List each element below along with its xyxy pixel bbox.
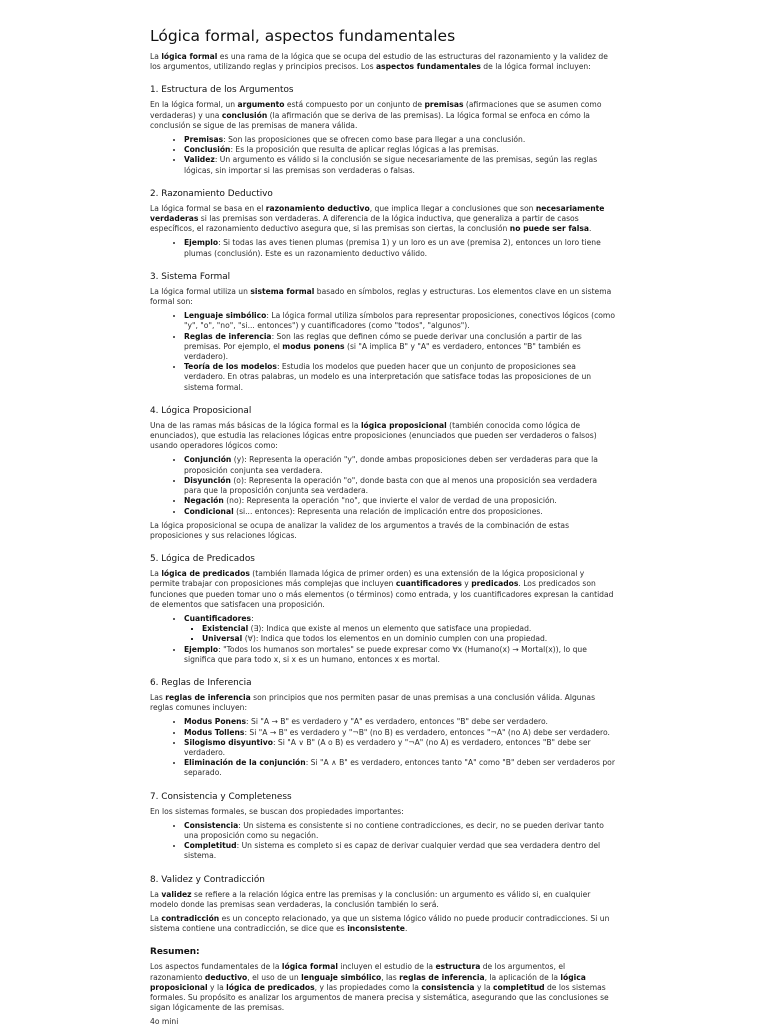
text-run: incluyen el estudio de la <box>337 962 436 972</box>
text-run: : <box>251 613 254 623</box>
bold-term: Modus Ponens <box>184 717 247 727</box>
bold-term: modus ponens <box>282 341 345 351</box>
bold-term: lenguaje simbólico <box>301 972 382 982</box>
text-run: : Estudia los modelos que pueden hacer que un conjunto de proposiciones sea verdadero. En otras palabras, un modelo es una interpretación que satisface todas las proposiciones de un sistema formal. <box>184 362 592 392</box>
text-run: : Un sistema es consistente si no contiene contradicciones, es decir, no se pueden derivar tanto una proposición como su negación. <box>184 820 604 840</box>
bold-term: Consistencia <box>184 820 239 830</box>
section-paragraph <box>150 807 615 817</box>
text-run: (también conocida como lógica de enunciados), que estudia las relaciones lógicas entre proposiciones (enunciados que pueden ser verdaderos o falsos) usando operadores lógicos como: <box>150 420 597 451</box>
bold-term: Negación <box>184 496 224 506</box>
bold-term: completitud <box>493 982 545 992</box>
bold-term: lógica proposicional <box>360 420 447 430</box>
section-paragraph <box>150 521 615 541</box>
text-run: Una de las ramas más básicas de la lógica formal es la <box>150 420 361 430</box>
bullet-list <box>150 238 615 258</box>
bold-term: lógica proposicional <box>150 972 586 992</box>
bold-term: deductivo <box>204 972 248 982</box>
section <box>150 84 615 175</box>
bold-term: Validez <box>184 155 215 165</box>
bold-term: Modus Tollens <box>184 727 245 737</box>
text-run: . <box>404 924 408 934</box>
bold-term: Universal <box>202 634 243 644</box>
bold-term: no puede ser falsa <box>509 224 590 234</box>
list-item <box>184 507 615 517</box>
text-run: , y las propiedades como la <box>314 982 422 992</box>
sub-list <box>184 624 615 644</box>
section-paragraph <box>150 100 615 131</box>
bullet-list <box>150 717 615 778</box>
list-item <box>184 645 615 665</box>
bold-term: lógica de predicados <box>161 569 250 579</box>
text-run: : Si "A → B" es verdadero y "A" es verdadero, entonces "B" debe ser verdadero. <box>246 717 548 727</box>
text-run: y <box>461 579 472 589</box>
page-title: Lógica formal, aspectos fundamentales <box>150 27 456 45</box>
list-item <box>184 738 615 758</box>
bold-term: Ejemplo <box>184 644 219 654</box>
text-run: : Si "A ∨ B" (A o B) es verdadero y "¬A" (no A) es verdadero, entonces "B" debe ser verdadero. <box>184 737 591 757</box>
bold-term: lógica formal <box>281 962 338 972</box>
section-paragraph <box>150 204 615 235</box>
bold-term: contradicción <box>161 913 220 923</box>
text-run: : Si "A ∧ B" es verdadero, entonces tanto "A" como "B" deben ser verdaderos por separado. <box>184 758 615 778</box>
bold-term: Reglas de inferencia <box>184 331 272 341</box>
text-run: : Son las proposiciones que se ofrecen como base para llegar a una conclusión. <box>223 135 526 145</box>
section-paragraph <box>150 287 615 307</box>
text-run: (también llamada lógica de primer orden) es una extensión de la lógica proposicional y permite trabajar con proposiciones más complejas que incluyen <box>150 569 585 589</box>
bold-term: Cuantificadores <box>184 613 252 623</box>
text-run: (afirmaciones que se asumen como verdaderas) y una <box>150 100 602 120</box>
sub-list-item <box>202 624 615 634</box>
text-run: son principios que nos permiten pasar de unas premisas a una conclusión válida. Algunas reglas comunes incluyen: <box>150 692 596 713</box>
text-run: si las premisas son verdaderas. A diferencia de la lógica inductiva, que generaliza a partir de casos específicos, el razonamiento deductivo asegura que, si las premisas son ciertas, la conclusión <box>150 214 579 234</box>
text-run: (∀): Indica que todos los elementos en un dominio cumplen con una propiedad. <box>242 634 548 644</box>
text-run: (la afirmación que se deriva de las premisas). La lógica formal se enfoca en cómo la conclusión se sigue de las premisas de manera válida. <box>150 110 590 130</box>
summary-heading: Resumen: <box>150 947 200 958</box>
text-run: En los sistemas formales, se buscan dos propiedades importantes: <box>150 806 404 816</box>
text-run: de la lógica formal incluyen: <box>480 62 591 72</box>
list-item <box>184 717 615 727</box>
bold-term: Disyunción <box>184 475 231 485</box>
sections <box>150 84 615 934</box>
text-run: , las <box>381 972 400 982</box>
bullet-list <box>150 614 615 665</box>
bold-term: Teoría de los modelos <box>184 362 277 372</box>
text-run: (∃): Indica que existe al menos un elemento que satisface una propiedad. <box>248 624 532 634</box>
bold-term: estructura <box>435 962 481 972</box>
bold-term: Premisas <box>184 135 224 145</box>
text-run: (y): Representa la operación "y", donde ambas proposiciones deben ser verdaderas para que la proposición conjunta sea verdadera. <box>184 455 598 475</box>
text-run: Los aspectos fundamentales de la <box>150 962 282 972</box>
list-item <box>184 135 615 145</box>
bold-term: Ejemplo <box>184 238 219 248</box>
text-run: : Es la proposición que resulta de aplicar reglas lógicas a las premisas. <box>230 145 499 155</box>
bold-term: Silogismo disyuntivo <box>184 737 273 747</box>
bold-term: Conjunción <box>184 455 232 465</box>
bold-term: conclusión <box>221 110 268 120</box>
list-item <box>184 728 615 738</box>
bullet-list <box>150 455 615 516</box>
text-run: En la lógica formal, un <box>150 100 238 110</box>
section-heading: 5. Lógica de Predicados <box>150 554 255 565</box>
list-item <box>184 476 615 496</box>
text-run: y la <box>207 982 227 992</box>
text-run: La lógica formal se basa en el <box>150 203 266 213</box>
bold-term: lógica de predicados <box>226 982 315 992</box>
list-item <box>184 496 615 506</box>
text-run: de los sistemas formales. Su propósito es analizar los argumentos de manera precisa y sistemática, asegurando que las conclusiones se sigan lógicamente de las premisas. <box>150 982 609 1013</box>
text-run: (si... entonces): Representa una relación de implicación entre dos proposiciones. <box>233 506 543 516</box>
list-item <box>184 614 615 645</box>
section-heading: 8. Validez y Contradicción <box>150 874 265 885</box>
list-item <box>184 841 615 861</box>
bold-term: argumento <box>237 100 285 110</box>
section <box>150 405 615 541</box>
section-paragraph <box>150 569 615 610</box>
text-run: basado en símbolos, reglas y estructuras. Los elementos clave en un sistema formal son: <box>150 286 612 307</box>
bold-term: necesariamente verdaderas <box>150 203 605 224</box>
text-run: (no): Representa la operación "no", que invierte el valor de verdad de una proposición. <box>223 496 557 506</box>
sub-list-item <box>202 634 615 644</box>
bullet-list <box>150 311 615 393</box>
bold-term: aspectos fundamentales <box>375 62 481 72</box>
text-run: (si "A implica B" y "A" es verdadero, entonces "B" también es verdadero). <box>184 341 581 362</box>
text-run: , el uso de un <box>247 972 302 982</box>
text-run: La <box>150 52 162 61</box>
bold-term: Conclusión <box>184 145 231 155</box>
text-run: : Son las reglas que definen cómo se puede derivar una conclusión a partir de las premisas. Por ejemplo, el <box>184 331 582 351</box>
text-run: : Un sistema es completo si es capaz de derivar cualquier verdad que sea verdadera dentro del sistema. <box>184 841 601 861</box>
section-paragraph <box>150 693 615 713</box>
section <box>150 791 615 862</box>
bold-term: predicados <box>471 579 519 589</box>
bold-term: Existencial <box>202 624 249 634</box>
list-item <box>184 758 615 778</box>
bold-term: premisas <box>424 100 464 110</box>
list-item <box>184 155 615 175</box>
section <box>150 271 615 393</box>
text-run: : Un argumento es válido si la conclusión se sigue necesariamente de las premisas, según las reglas lógicas, sin importar si las premisas son verdaderas o falsas. <box>184 155 598 175</box>
bold-term: Completitud <box>184 841 237 851</box>
model-label: 4o mini <box>150 1017 179 1027</box>
text-run: , que implica llegar a conclusiones que son <box>369 203 536 213</box>
text-run: : "Todos los humanos son mortales" se puede expresar como ∀x (Humano(x) → Mortal(x)), lo que significa que para todo x, si x es un humano, entonces x es mortal. <box>184 644 587 664</box>
text-run: está compuesto por un conjunto de <box>284 100 425 110</box>
text-run: se refiere a la relación lógica entre las premisas y la conclusión: un argumento es válido si, en cualquier modelo donde las premisas sean verdaderas, la conclusión también lo será. <box>150 889 591 909</box>
text-run: de los argumentos, el razonamiento <box>150 962 566 982</box>
bold-term: lógica formal <box>161 52 218 61</box>
bold-term: razonamiento deductivo <box>265 203 370 213</box>
section <box>150 874 615 935</box>
section <box>150 553 615 665</box>
section-heading: 1. Estructura de los Argumentos <box>150 85 294 96</box>
text-run: La <box>150 569 162 579</box>
text-run: , la aplicación de la <box>484 972 561 982</box>
text-run: es un concepto relacionado, ya que un sistema lógico válido no puede producir contradicciones. Si un sistema contiene una contradicción, se dice que es <box>150 913 610 934</box>
bold-term: reglas de inferencia <box>165 692 251 702</box>
section-paragraph <box>150 914 615 934</box>
text-run: La <box>150 913 162 923</box>
bold-term: Lenguaje simbólico <box>184 311 267 321</box>
text-run: Las <box>150 692 166 702</box>
section-heading: 3. Sistema Formal <box>150 271 231 282</box>
list-item <box>184 332 615 363</box>
list-item <box>184 311 615 331</box>
list-item <box>184 362 615 393</box>
text-run: y la <box>474 982 494 992</box>
text-run: La lógica formal utiliza un <box>150 286 251 296</box>
section <box>150 677 615 779</box>
bullet-list <box>150 821 615 862</box>
bold-term: consistencia <box>421 982 475 992</box>
section-heading: 6. Reglas de Inferencia <box>150 677 252 688</box>
intro-paragraph <box>150 52 615 72</box>
list-item <box>184 145 615 155</box>
bold-term: reglas de inferencia <box>399 972 485 982</box>
list-item <box>184 821 615 841</box>
section-heading: 4. Lógica Proposicional <box>150 405 252 416</box>
section-paragraph <box>150 421 615 452</box>
list-item <box>184 238 615 258</box>
bold-term: inconsistente <box>347 924 405 934</box>
text-run: La <box>150 889 162 899</box>
text-run: : Si "A → B" es verdadero y "¬B" (no B) es verdadero, entonces "¬A" (no A) debe ser verdadero. <box>244 727 610 737</box>
document <box>150 26 615 1028</box>
list-item <box>184 455 615 475</box>
section-heading: 2. Razonamiento Deductivo <box>150 188 273 199</box>
bold-term: Eliminación de la conjunción <box>184 758 306 768</box>
section <box>150 188 615 259</box>
text-run: : Si todas las aves tienen plumas (premisa 1) y un loro es un ave (premisa 2), entonces un loro tiene plumas (conclusión). Este es un razonamiento deductivo válido. <box>184 238 601 258</box>
text-run: es una rama de la lógica que se ocupa del estudio de las estructuras del razonamiento y la validez de los argumentos, utilizando reglas y principios precisos. Los <box>150 52 608 72</box>
section-heading: 7. Consistencia y Completeness <box>150 791 292 802</box>
bold-term: validez <box>161 889 192 899</box>
text-run: (o): Representa la operación "o", donde basta con que al menos una proposición sea verdadera para que la proposición conjunta sea verdadera. <box>184 475 598 496</box>
bullet-list <box>150 135 615 176</box>
bold-term: Condicional <box>184 506 234 516</box>
text-run: : La lógica formal utiliza símbolos para representar proposiciones, conectivos lógicos (como "y", "o", "no", "si... entonces") y cuantificadores (como "todos", "algunos"). <box>184 311 615 331</box>
summary-paragraph <box>150 962 615 1013</box>
bold-term: cuantificadores <box>395 579 462 589</box>
text-run: La lógica proposicional se ocupa de analizar la validez de los argumentos a través de la combinación de estas proposiciones y sus relaciones lógicas. <box>150 520 570 540</box>
text-run: . <box>589 224 592 234</box>
bold-term: sistema formal <box>250 286 315 296</box>
text-run: . Los predicados son funciones que pueden tomar uno o más elementos (o términos) como entrada, y los cuantificadores expresan la cantidad de elementos que satisfacen una proposición. <box>150 579 614 609</box>
section-paragraph <box>150 890 615 910</box>
